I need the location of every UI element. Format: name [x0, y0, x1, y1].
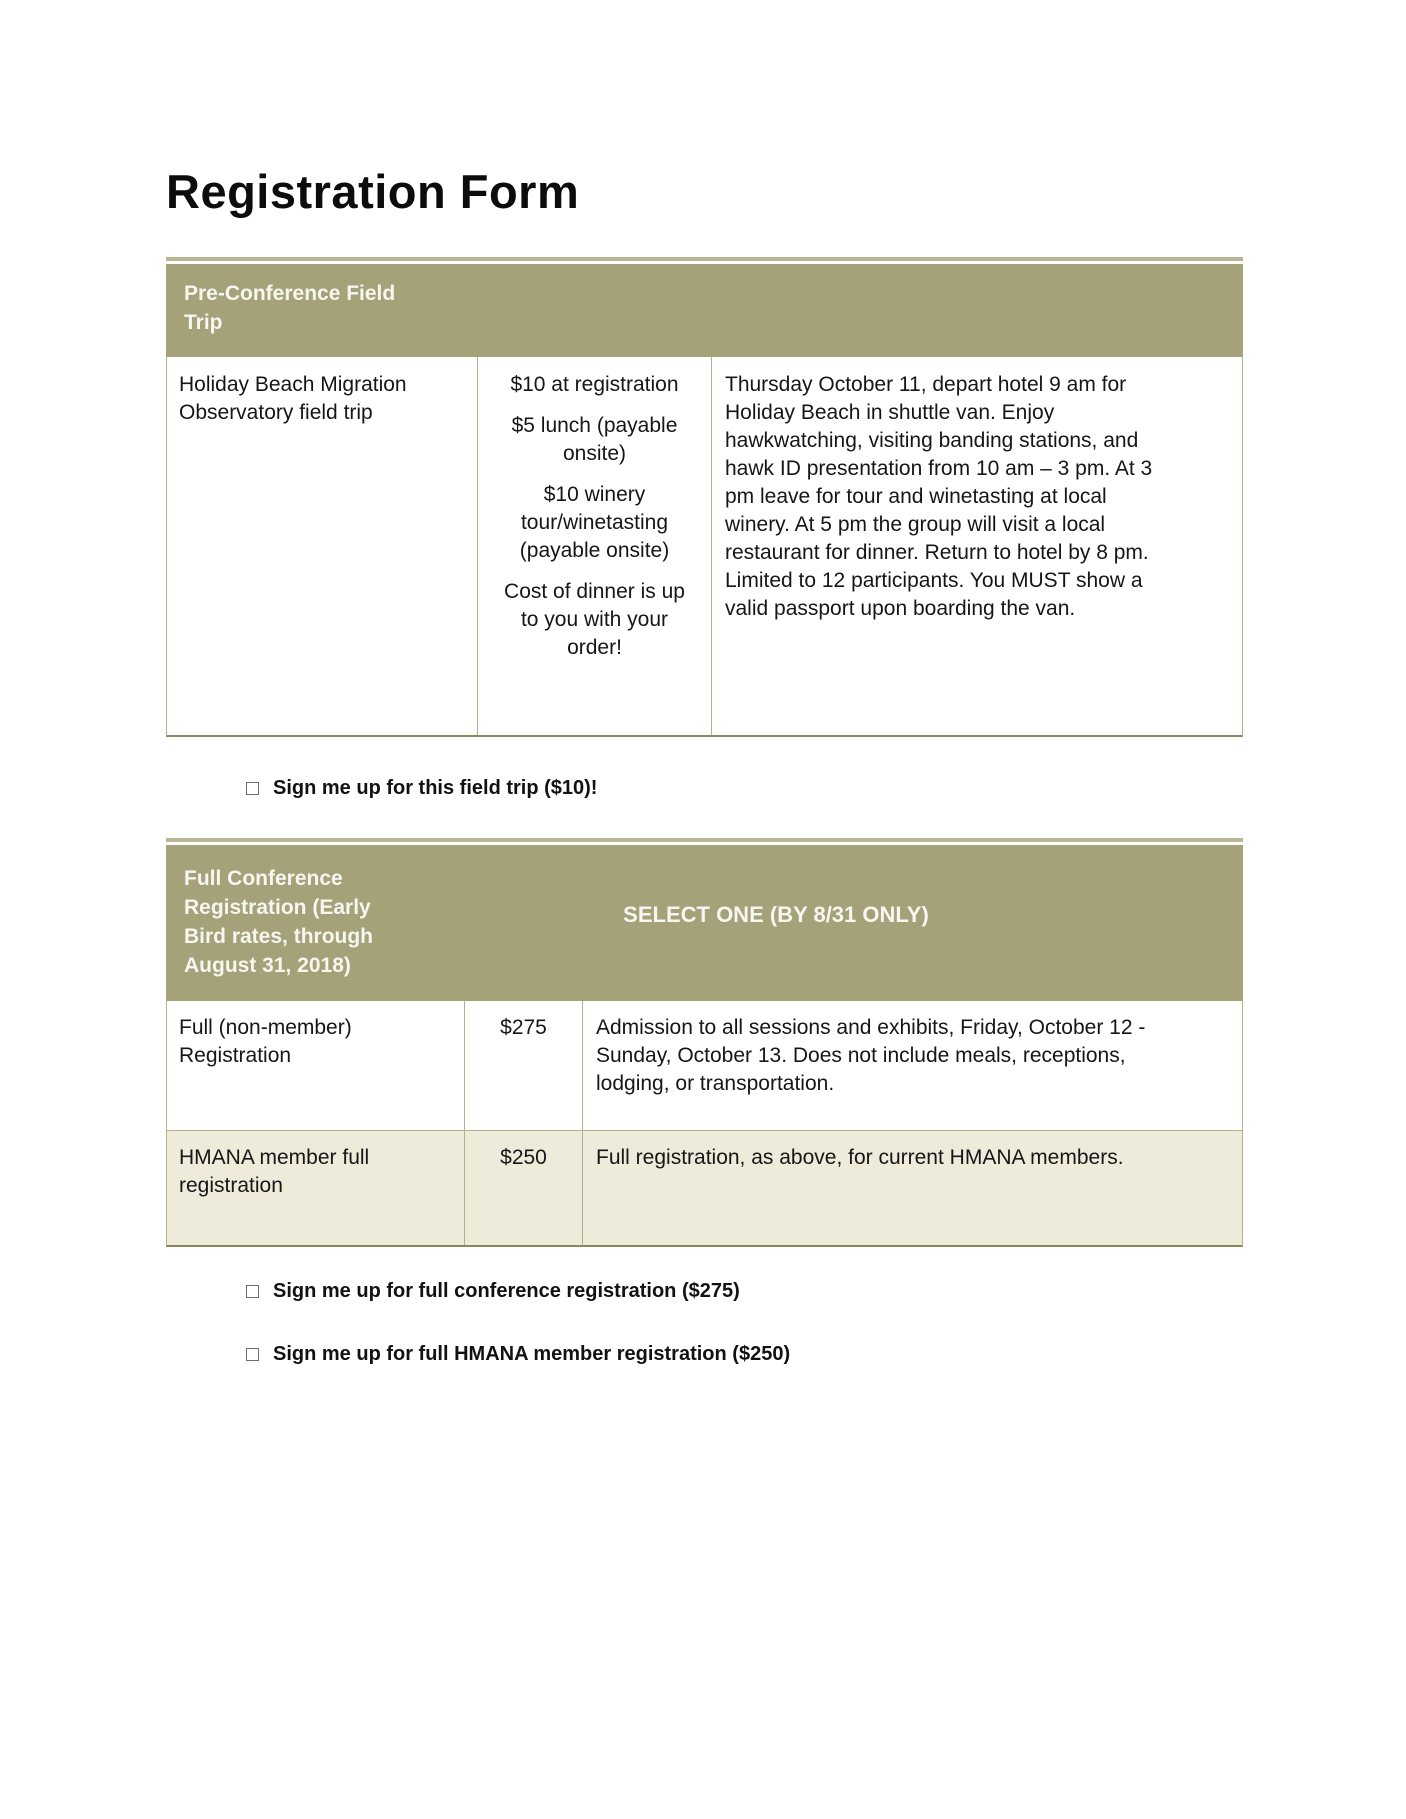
table-row — [166, 357, 1243, 737]
cost-line: $10 at registration — [510, 373, 679, 396]
member-registration-signup-row — [246, 1342, 1243, 1367]
field-trip-item-cell: Holiday Beach Migration Observatory field trip — [179, 373, 407, 424]
cost-line: $10 winery tour/winetasting (payable onsite) — [519, 483, 670, 562]
registration-description-cell: Full registration, as above, for current HMANA members. — [582, 1131, 1242, 1245]
table-row — [166, 1001, 1243, 1130]
table-top-border — [166, 257, 1243, 261]
registration-item-cell: HMANA member full registration — [179, 1146, 370, 1197]
member-registration-checkbox-icon[interactable] — [246, 1348, 259, 1361]
page-title: Registration Form — [166, 165, 580, 218]
field-trip-description-cell: Thursday October 11, depart hotel 9 am for Holiday Beach in shuttle van. Enjoy hawkwatching, visiting banding stations, and hawk ID presentation from 10 am – 3 pm. At 3 pm leave for tour and winetasting at local winery. At 5 pm the group will visit a local restaurant for dinner. Return to hotel by 8 pm. Limited to 12 participants. You MUST show a valid passport upon boarding the van. — [711, 357, 1242, 735]
table-top-border — [166, 838, 1243, 842]
field-trip-signup-label: Sign me up for this field trip ($10)! — [273, 777, 598, 799]
registration-price-cell: $250 — [464, 1131, 582, 1245]
full-registration-signup-label: Sign me up for full conference registration ($275) — [273, 1280, 740, 1302]
table-row — [166, 1130, 1243, 1247]
cost-line: $5 lunch (payable onsite) — [511, 414, 678, 465]
field-trip-signup-row — [246, 776, 1243, 801]
select-one-header-cell: SELECT ONE (BY 8/31 ONLY) — [623, 901, 929, 927]
field-trip-checkbox-icon[interactable] — [246, 782, 259, 795]
document-body — [166, 0, 1243, 1367]
cost-line: Cost of dinner is up to you with your order! — [504, 580, 685, 659]
conference-header-label: Full Conference Registration (Early Bird rates, through August 31, 2018) — [184, 867, 374, 977]
conference-table-header — [166, 845, 1243, 1001]
pre-conference-table — [166, 257, 1243, 737]
registration-description-cell: Admission to all sessions and exhibits, Friday, October 12 - Sunday, October 13. Does not include meals, receptions, lodging, or transportation. — [582, 1001, 1242, 1130]
field-trip-cost-cell — [477, 357, 711, 735]
full-registration-checkbox-icon[interactable] — [246, 1285, 259, 1298]
conference-header-left-cell — [166, 845, 463, 1001]
registration-price-cell: $275 — [464, 1001, 582, 1130]
registration-item-cell: Full (non-member) Registration — [179, 1016, 352, 1067]
conference-registration-table — [166, 838, 1243, 1247]
full-registration-signup-row — [246, 1279, 1243, 1304]
pre-conference-header-label: Pre-Conference Field Trip — [184, 282, 396, 334]
pre-conference-table-header — [166, 264, 1243, 357]
member-registration-signup-label: Sign me up for full HMANA member registration ($250) — [273, 1343, 791, 1365]
